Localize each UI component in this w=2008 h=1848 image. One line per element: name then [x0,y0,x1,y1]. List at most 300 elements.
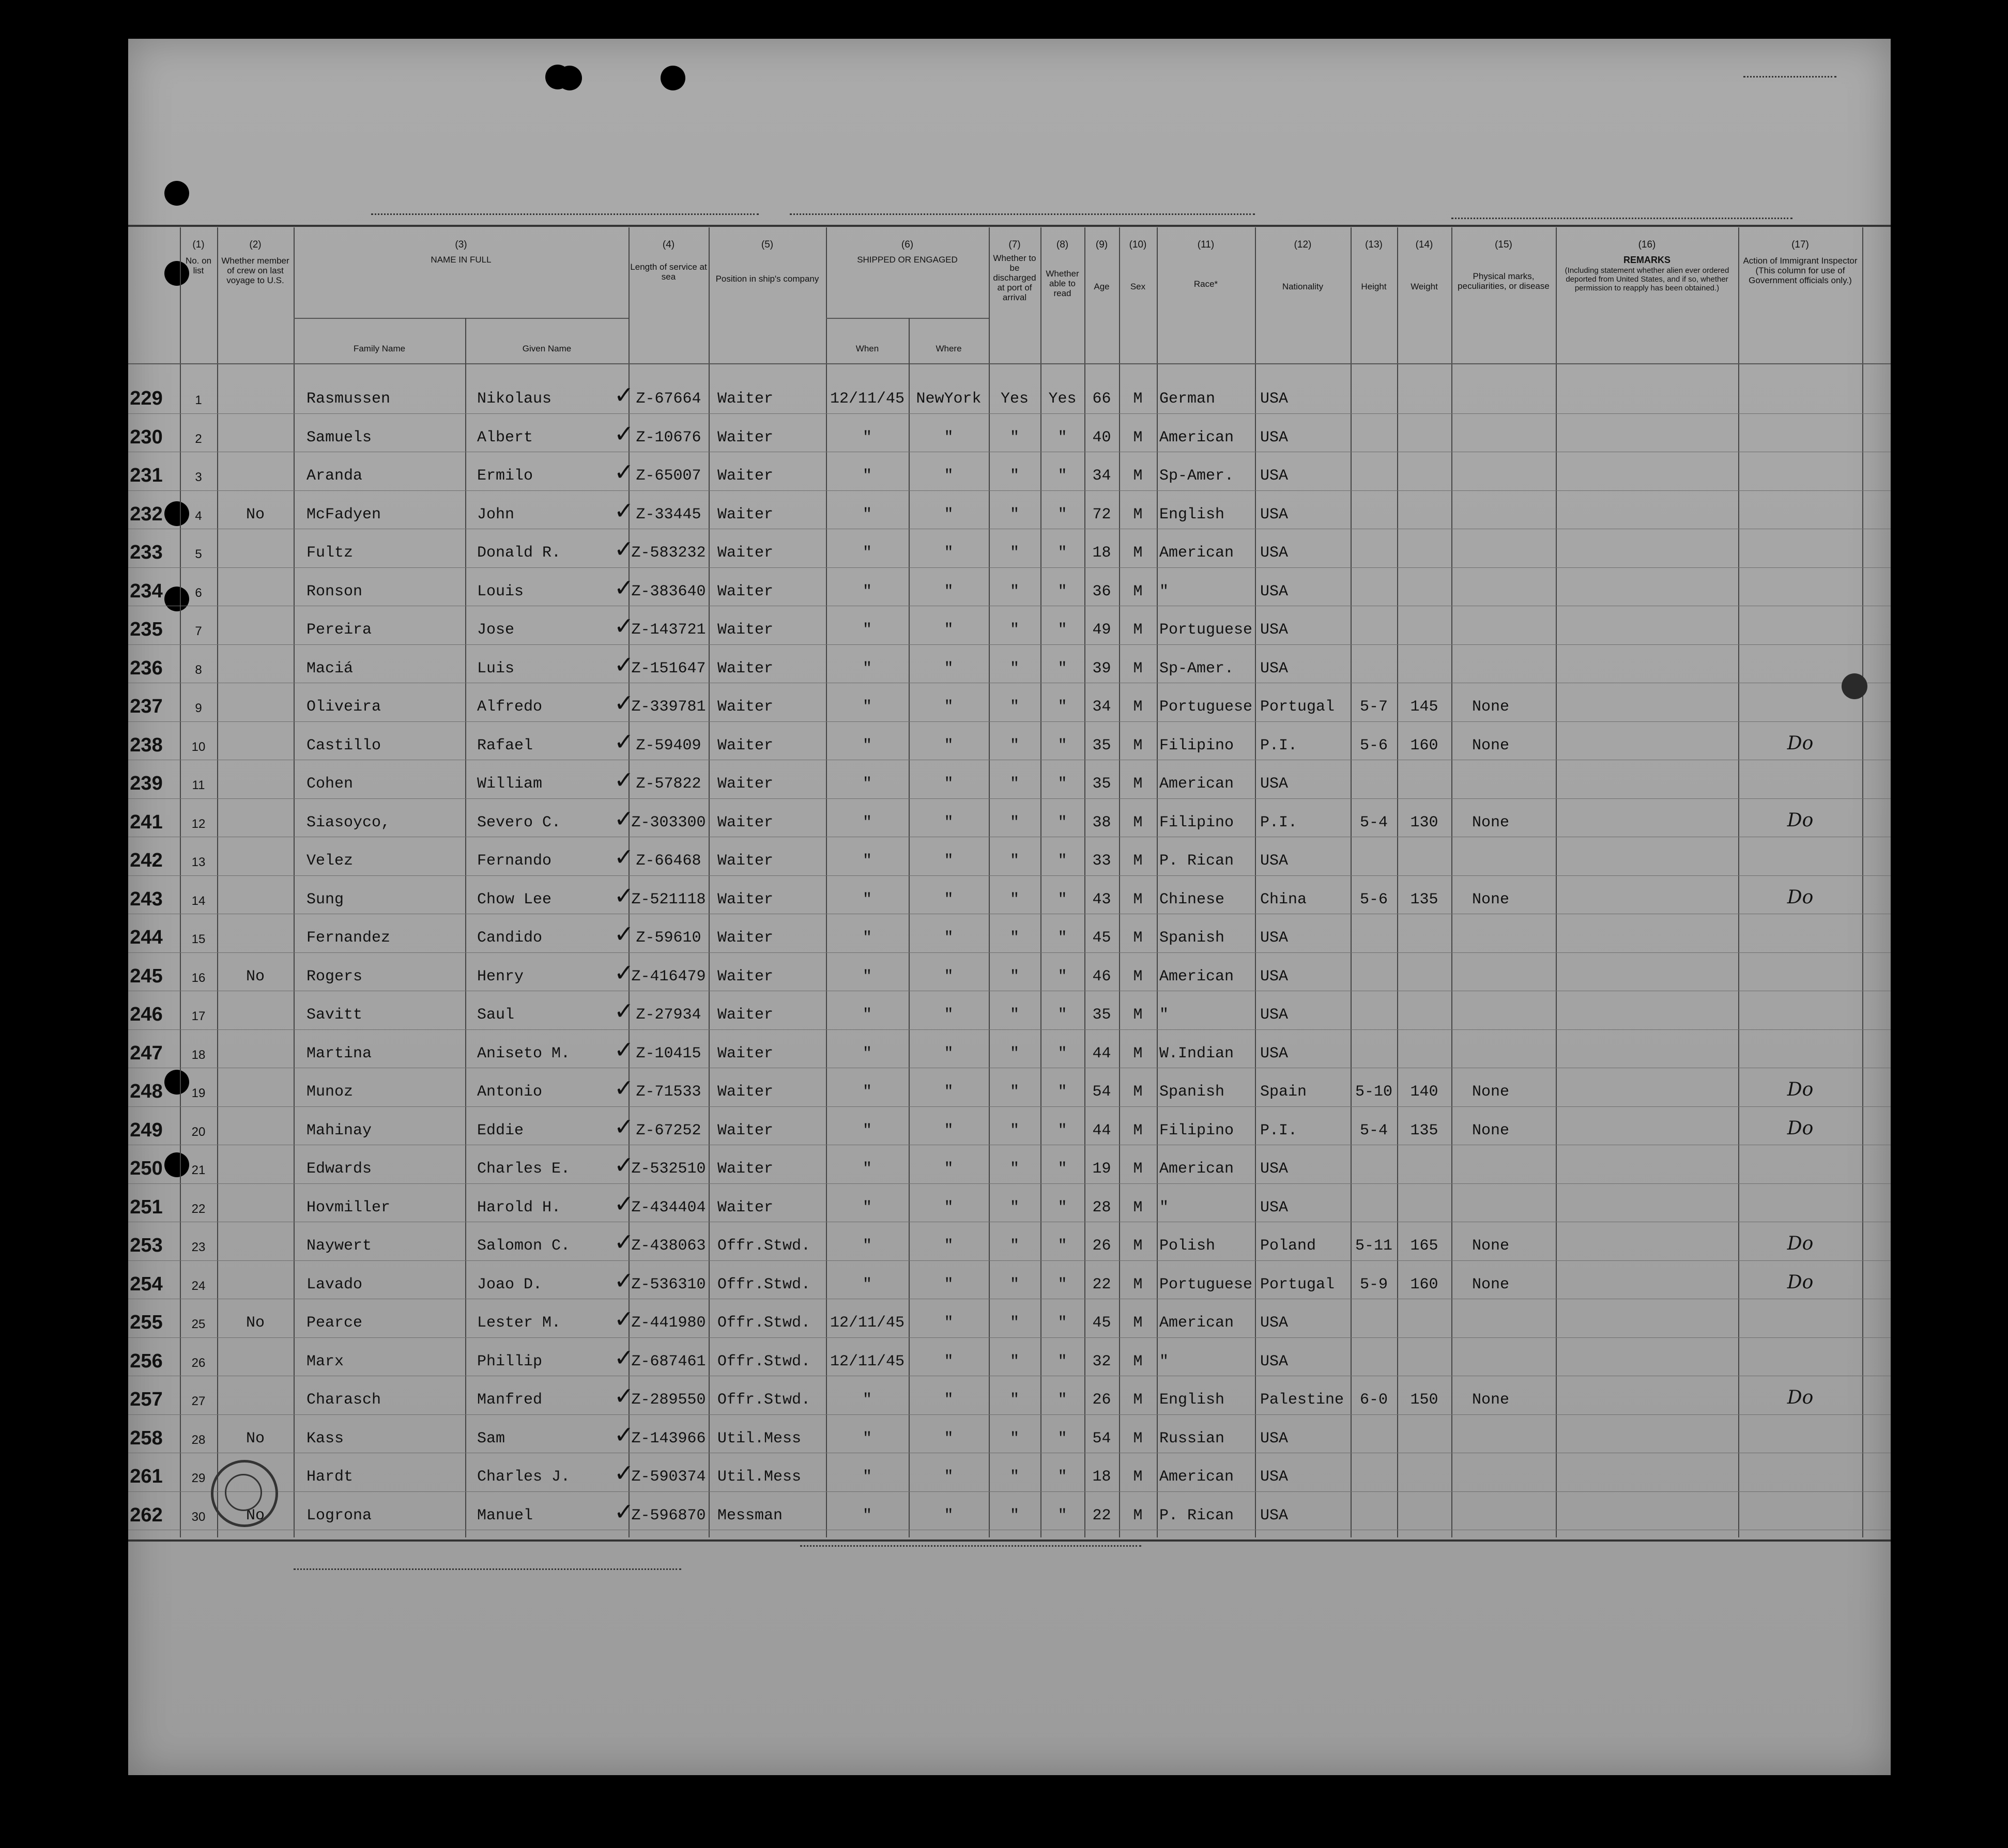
list-number: 11 [192,778,205,792]
sex: M [1133,890,1143,908]
checkmark: ✓ [614,958,634,987]
position: Waiter [717,544,774,562]
position: Offr.Stwd. [717,1314,811,1332]
able-to-read: " [1057,428,1067,446]
given-name: Saul [477,1006,515,1024]
ledger-number: 242 [130,850,163,871]
list-number: 15 [191,932,206,946]
checkmark: ✓ [614,419,634,448]
race: Spanish [1159,1083,1225,1101]
age: 66 [1092,390,1111,408]
position: Waiter [717,890,774,908]
list-number: 29 [191,1471,206,1485]
shipped-when: " [862,890,872,908]
list-number: 20 [191,1125,206,1139]
ledger-number: 231 [130,465,163,486]
shipped-when: " [862,544,872,562]
header-c6a: When [855,344,879,353]
sex: M [1133,1160,1143,1178]
header-bottom-rule [128,363,1891,364]
sex: M [1133,505,1143,523]
family-name: Edwards [306,1160,372,1178]
length-of-service: Z-33445 [636,505,701,523]
able-to-read: " [1057,505,1067,523]
last-voyage: No [246,505,265,523]
physical-marks: None [1472,1237,1510,1255]
column-number-5: (5) [761,239,774,250]
age: 35 [1092,736,1111,754]
given-name: Lester M. [477,1314,561,1332]
position: Waiter [717,1006,774,1024]
row-rule [128,1029,1891,1030]
row-rule [128,1106,1891,1107]
able-to-read: " [1057,1121,1067,1139]
weight: 145 [1410,698,1438,716]
able-to-read: " [1057,775,1067,793]
family-name: Marx [306,1352,344,1370]
header-c5: Position in ship's company [715,274,819,284]
column-number-11: (11) [1197,239,1215,250]
column-rule [1556,227,1557,1537]
column-rule [1255,227,1256,1537]
list-number: 26 [191,1356,206,1370]
able-to-read: " [1057,1083,1067,1101]
length-of-service: Z-151647 [631,659,706,677]
shipped-when: " [862,1237,872,1255]
physical-marks: None [1472,1275,1510,1293]
shipped-where: " [944,659,954,677]
able-to-read: " [1057,813,1067,831]
name-subheader-rule [294,318,629,319]
row-rule [128,644,1891,645]
race: American [1159,428,1234,446]
shipped-where: " [944,582,954,600]
column-number-10: (10) [1129,239,1147,250]
row-rule [128,1414,1891,1415]
ledger-number: 251 [130,1196,163,1218]
ledger-number: 262 [130,1504,163,1526]
given-name: John [477,505,515,523]
checkmark: ✓ [614,1459,634,1487]
height: 5-10 [1355,1083,1392,1101]
column-number-17: (17) [1791,239,1809,250]
position: Waiter [717,505,774,523]
age: 26 [1092,1391,1111,1409]
inspector-action: Do [1787,809,1814,831]
family-name: Castillo [306,736,381,754]
given-name: Louis [477,582,524,600]
header-c17: Action of Immigrant Inspector (This column for use of Government officials only.) [1743,256,1858,285]
age: 26 [1092,1237,1111,1255]
shipped-where: " [944,1506,954,1524]
physical-marks: None [1472,1391,1510,1409]
checkmark: ✓ [614,727,634,756]
discharged: " [1009,698,1019,716]
family-name: Cohen [306,775,354,793]
last-voyage: No [246,1506,265,1524]
given-name: Albert [477,428,533,446]
ledger-number: 241 [130,811,163,833]
column-number-1: (1) [192,239,205,250]
family-name: Fernandez [306,929,391,947]
discharged: " [1009,659,1019,677]
list-number: 25 [191,1317,206,1331]
able-to-read: " [1057,852,1067,870]
nationality: P.I. [1260,1121,1298,1139]
ledger-number: 238 [130,734,163,756]
shipped-when: " [862,1121,872,1139]
column-rule [1397,227,1398,1537]
list-number: 28 [191,1433,206,1447]
list-number: 19 [191,1086,206,1100]
able-to-read: " [1057,967,1067,985]
checkmark: ✓ [614,689,634,717]
row-rule [128,490,1891,491]
position: Waiter [717,659,774,677]
checkmark: ✓ [614,458,634,486]
position: Waiter [717,736,774,754]
position: Offr.Stwd. [717,1237,811,1255]
ledger-number: 256 [130,1350,163,1372]
nationality: USA [1260,967,1289,985]
discharged: " [1009,582,1019,600]
discharged: " [1009,967,1019,985]
discharged: " [1009,1429,1019,1447]
shipped-when: " [862,736,872,754]
age: 32 [1092,1352,1111,1370]
sex: M [1133,929,1143,947]
sex: M [1133,659,1143,677]
nationality: Portugal [1260,698,1335,716]
list-number: 10 [191,740,206,754]
race: " [1159,1198,1169,1216]
weight: 135 [1410,890,1438,908]
given-name: Donald R. [477,544,561,562]
discharged: " [1009,1083,1019,1101]
last-voyage: No [246,1429,265,1447]
family-name: Logrona [306,1506,372,1524]
list-number: 30 [191,1510,206,1524]
inspector-action: Do [1787,1271,1814,1293]
shipped-where: " [944,890,954,908]
weight: 165 [1410,1237,1438,1255]
column-number-4: (4) [662,239,675,250]
length-of-service: Z-289550 [631,1391,706,1409]
list-number: 21 [191,1163,206,1177]
inspector-seal [211,1460,278,1527]
position: Waiter [717,813,774,831]
position: Waiter [717,1160,774,1178]
list-number: 23 [191,1240,206,1254]
nationality: USA [1260,428,1289,446]
family-name: Siasoyco, [306,813,391,831]
position: Waiter [717,967,774,985]
shipped-where: " [944,929,954,947]
given-name: Eddie [477,1121,524,1139]
list-number: 6 [195,586,202,600]
able-to-read: " [1057,659,1067,677]
shipped-where: " [944,813,954,831]
last-voyage: No [246,1314,265,1332]
row-rule [128,1337,1891,1338]
checkmark: ✓ [614,1305,634,1333]
sex: M [1133,1121,1143,1139]
physical-marks: None [1472,813,1510,831]
list-number: 16 [191,971,206,985]
shipped-subheader-rule [826,318,989,319]
row-rule [128,567,1891,568]
age: 18 [1092,1468,1111,1486]
discharged: " [1009,1275,1019,1293]
length-of-service: Z-67252 [636,1121,701,1139]
family-name: Aranda [306,467,363,485]
list-number: 17 [191,1009,206,1023]
family-name: Rogers [306,967,363,985]
ledger-number: 230 [130,426,163,448]
sex: M [1133,813,1143,831]
list-number: 2 [195,432,202,446]
nationality: Poland [1260,1237,1316,1255]
race: Filipino [1159,736,1234,754]
age: 54 [1092,1429,1111,1447]
column-number-7: (7) [1008,239,1021,250]
family-name: Hardt [306,1468,354,1486]
age: 49 [1092,621,1111,639]
able-to-read: " [1057,1352,1067,1370]
nationality: USA [1260,929,1289,947]
header-c13: Height [1361,282,1387,291]
sex: M [1133,621,1143,639]
discharged: " [1009,467,1019,485]
height: 5-6 [1359,890,1388,908]
family-name: Fultz [306,544,354,562]
family-name: Maciá [306,659,354,677]
checkmark: ✓ [614,1151,634,1179]
shipped-where: " [944,1083,954,1101]
race: " [1159,1352,1169,1370]
race: Sp-Amer. [1159,467,1234,485]
shipped-when: " [862,1275,872,1293]
sex: M [1133,428,1143,446]
nationality: China [1260,890,1307,908]
header-c9: Age [1094,282,1110,291]
nationality: USA [1260,505,1289,523]
race: Sp-Amer. [1159,659,1234,677]
list-number: 13 [191,855,206,869]
ledger-number: 237 [130,696,163,717]
family-name: Martina [306,1044,372,1062]
manifest-sheet [128,39,1891,1775]
shipped-when: 12/11/45 [830,1352,905,1370]
checkmark: ✓ [614,881,634,910]
discharged: " [1009,1006,1019,1024]
able-to-read: " [1057,929,1067,947]
weight: 160 [1410,736,1438,754]
column-number-13: (13) [1365,239,1383,250]
inspector-action: Do [1787,1233,1814,1254]
sex: M [1133,1314,1143,1332]
list-number: 14 [191,894,206,908]
list-number: 5 [195,547,202,561]
race: American [1159,1468,1234,1486]
age: 35 [1092,1006,1111,1024]
shipped-where: " [944,852,954,870]
nationality: USA [1260,659,1289,677]
header-c8: Whether able to read [1046,269,1079,298]
age: 35 [1092,775,1111,793]
race: German [1159,390,1216,408]
age: 44 [1092,1044,1111,1062]
sex: M [1133,582,1143,600]
length-of-service: Z-143966 [631,1429,706,1447]
age: 19 [1092,1160,1111,1178]
race: W.Indian [1159,1044,1234,1062]
header-c16-title: REMARKS [1623,255,1670,265]
nationality: USA [1260,582,1289,600]
ledger-number: 261 [130,1466,163,1487]
race: Filipino [1159,813,1234,831]
discharged: " [1009,1160,1019,1178]
length-of-service: Z-536310 [631,1275,706,1293]
shipped-when: " [862,621,872,639]
able-to-read: Yes [1048,390,1077,408]
shipped-when: " [862,1006,872,1024]
shipped-where: " [944,1468,954,1486]
family-name: Munoz [306,1083,354,1101]
race: Portuguese [1159,1275,1253,1293]
column-rule [1040,227,1041,1537]
able-to-read: " [1057,1160,1067,1178]
position: Offr.Stwd. [717,1275,811,1293]
family-name: Sung [306,890,344,908]
nationality: P.I. [1260,736,1298,754]
shipped-where: " [944,621,954,639]
checkmark: ✓ [614,573,634,602]
age: 44 [1092,1121,1111,1139]
shipped-when: 12/11/45 [830,390,905,408]
sex: M [1133,1083,1143,1101]
ledger-number: 236 [130,657,163,679]
race: American [1159,1314,1234,1332]
list-number: 4 [195,509,202,523]
column-number-6: (6) [901,239,914,250]
given-name: Luis [477,659,515,677]
sex: M [1133,736,1143,754]
sex: M [1133,544,1143,562]
position: Util.Mess [717,1429,802,1447]
sex: M [1133,1468,1143,1486]
checkmark: ✓ [614,1189,634,1218]
race: American [1159,775,1234,793]
nationality: USA [1260,1198,1289,1216]
race: Polish [1159,1237,1216,1255]
family-name: Lavado [306,1275,363,1293]
able-to-read: " [1057,1275,1067,1293]
checkmark: ✓ [614,1074,634,1102]
age: 18 [1092,544,1111,562]
column-number-2: (2) [249,239,262,250]
family-name: Ronson [306,582,363,600]
race: " [1159,582,1169,600]
position: Offr.Stwd. [717,1391,811,1409]
position: Waiter [717,1198,774,1216]
height: 5-7 [1359,698,1388,716]
checkmark: ✓ [614,381,634,409]
discharged: " [1009,775,1019,793]
inspector-action: Do [1787,1387,1814,1408]
row-rule [128,413,1891,414]
column-rule [180,227,181,1537]
last-voyage: No [246,967,265,985]
given-name: Antonio [477,1083,543,1101]
given-name: Aniseto M. [477,1044,571,1062]
given-name: Charles E. [477,1160,571,1178]
header-c10: Sex [1130,282,1146,291]
column-rule [709,227,710,1537]
checkmark: ✓ [614,1228,634,1256]
length-of-service: Z-59409 [636,736,701,754]
column-number-8: (8) [1056,239,1069,250]
shipped-where: " [944,467,954,485]
manifest-table [128,225,1891,1542]
header-c3a: Family Name [353,344,406,353]
ledger-number: 255 [130,1312,163,1333]
able-to-read: " [1057,1044,1067,1062]
shipped-when: " [862,505,872,523]
length-of-service: Z-143721 [631,621,706,639]
family-name: Oliveira [306,698,381,716]
given-name: Fernando [477,852,552,870]
list-number: 9 [195,701,202,715]
row-rule [128,875,1891,876]
discharged: " [1009,505,1019,523]
header-c7: Whether to be discharged at port of arrival [993,253,1036,302]
sex: M [1133,1429,1143,1447]
checkmark: ✓ [614,997,634,1025]
position: Waiter [717,428,774,446]
nationality: USA [1260,1006,1289,1024]
weight: 150 [1410,1391,1438,1409]
discharged: " [1009,929,1019,947]
list-number: 7 [195,624,202,638]
checkmark: ✓ [614,920,634,948]
ledger-number: 249 [130,1119,163,1141]
shipped-where: " [944,544,954,562]
shipped-when: " [862,775,872,793]
row-rule [128,1183,1891,1184]
list-number: 8 [195,663,202,677]
checkmark: ✓ [614,1266,634,1295]
physical-marks: None [1472,890,1510,908]
nationality: USA [1260,775,1289,793]
ledger-number: 233 [130,542,163,563]
ledger-number: 254 [130,1273,163,1295]
age: 36 [1092,582,1111,600]
length-of-service: Z-521118 [631,890,706,908]
ink-blot [1842,673,1867,699]
length-of-service: Z-10415 [636,1044,701,1062]
able-to-read: " [1057,1506,1067,1524]
sex: M [1133,852,1143,870]
row-rule [128,1260,1891,1261]
age: 38 [1092,813,1111,831]
given-name: Nikolaus [477,390,552,408]
weight: 160 [1410,1275,1438,1293]
physical-marks: None [1472,1121,1510,1139]
checkmark: ✓ [614,612,634,640]
given-name: Ermilo [477,467,533,485]
punch-hole [661,66,685,90]
